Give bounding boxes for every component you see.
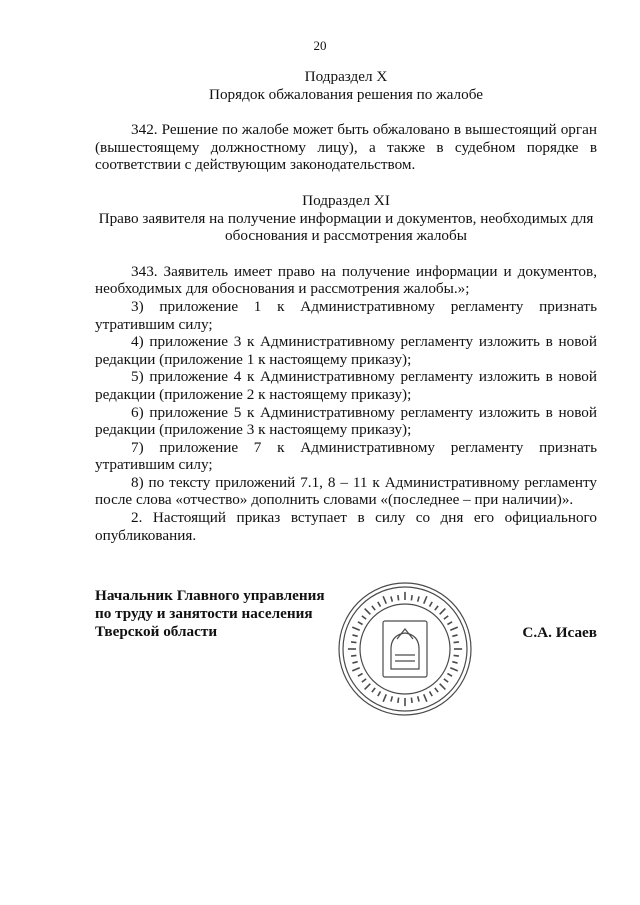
item-5: 5) приложение 4 к Административному регламенту изложить в новой редакции (приложение 2 к настоящему приказу); <box>95 368 597 403</box>
seal-letter-mark <box>418 696 419 701</box>
seal-letter-mark <box>362 679 366 682</box>
seal-outer-ring-inner <box>343 587 467 711</box>
official-seal-stamp <box>335 579 475 719</box>
position-line-2: по труду и занятости населения <box>95 605 313 622</box>
signature-block <box>95 587 597 707</box>
paragraph-342: 342. Решение по жалобе может быть обжаловано в вышестоящий орган (вышестоящему должностному лицу), а также в судебном порядке в соответствии с действующим законодательством. <box>95 121 597 174</box>
seal-letter-mark <box>383 596 386 603</box>
seal-letter-mark <box>435 688 438 692</box>
section-10-title: Подраздел X <box>304 68 388 85</box>
seal-letter-mark <box>372 606 375 610</box>
page-number: 20 <box>313 38 327 53</box>
seal-letter-mark <box>351 642 356 643</box>
seal-letter-mark <box>358 674 363 677</box>
section-10-subtitle: Порядок обжалования решения по жалобе <box>208 85 483 103</box>
item-3: 3) приложение 1 к Административному регламенту признать утратившим силу; <box>95 297 597 333</box>
seal-letter-mark <box>424 596 427 603</box>
seal-ring-lettering <box>348 592 462 706</box>
seal-letter-mark <box>454 655 459 656</box>
seal-letter-mark <box>424 694 427 701</box>
seal-letter-mark <box>435 606 438 610</box>
seal-letter-mark <box>411 595 412 600</box>
seal-letter-mark <box>378 602 381 607</box>
seal-letter-mark <box>411 698 412 703</box>
signatory-name: С.А. Исаев <box>522 624 597 641</box>
seal-letter-mark <box>450 627 457 630</box>
seal-letter-mark <box>447 622 452 625</box>
seal-outer-ring <box>339 583 471 715</box>
seal-inner-ring <box>360 604 450 694</box>
signatory-position <box>95 587 325 641</box>
paragraph-343: 343. Заявитель имеет право на получение информации и документов, необходимых для обоснования и рассмотрения жалобы.»; <box>95 262 597 298</box>
seal-letter-mark <box>378 691 381 696</box>
seal-letter-mark <box>391 596 392 601</box>
seal-letter-mark <box>365 609 371 615</box>
document-body <box>95 68 597 544</box>
seal-letter-mark <box>352 627 359 630</box>
seal-letter-mark <box>447 674 452 677</box>
seal-letter-mark <box>450 668 457 671</box>
position-line-1: Начальник Главного управления <box>95 587 325 604</box>
seal-throne-emblem <box>391 633 419 669</box>
seal-letter-mark <box>362 616 366 619</box>
seal-letter-mark <box>430 691 433 696</box>
seal-letter-mark <box>372 688 375 692</box>
seal-letter-mark <box>398 595 399 600</box>
seal-letter-mark <box>358 622 363 625</box>
seal-letter-mark <box>352 635 357 636</box>
seal-letter-mark <box>452 662 457 663</box>
seal-letter-mark <box>418 596 419 601</box>
seal-emblem-detail <box>395 655 415 661</box>
seal-letter-mark <box>352 668 359 671</box>
section-11-title: Подраздел XI <box>302 191 390 209</box>
seal-letter-mark <box>352 662 357 663</box>
seal-letter-mark <box>454 642 459 643</box>
seal-letter-mark <box>398 698 399 703</box>
seal-letter-mark <box>444 679 448 682</box>
seal-letter-mark <box>444 616 448 619</box>
position-line-3: Тверской области <box>95 623 218 640</box>
item-6: 6) приложение 5 к Административному регламенту изложить в новой редакции (приложение 3 к настоящему приказу); <box>95 403 597 439</box>
seal-letter-mark <box>440 609 446 615</box>
seal-letter-mark <box>383 694 386 701</box>
seal-letter-mark <box>391 696 392 701</box>
seal-letter-mark <box>440 684 446 690</box>
item-8: 8) по тексту приложений 7.1, 8 – 11 к Административному регламенту после слова «отчество» дополнить словами «(последнее – при наличии)». <box>95 473 597 509</box>
seal-letter-mark <box>430 602 433 607</box>
item-7: 7) приложение 7 к Административному регламенту признать утратившим силу; <box>95 438 597 474</box>
seal-letter-mark <box>351 655 356 656</box>
seal-letter-mark <box>452 635 457 636</box>
section-11-subtitle: Право заявителя на получение информации и документов, необходимых для обоснования и рассмотрения жалобы <box>98 209 594 245</box>
paragraph-2: 2. Настоящий приказ вступает в силу со дня его официального опубликования. <box>95 509 597 544</box>
seal-letter-mark <box>365 684 371 690</box>
item-4: 4) приложение 3 к Административному регламенту изложить в новой редакции (приложение 1 к настоящему приказу); <box>95 333 597 368</box>
